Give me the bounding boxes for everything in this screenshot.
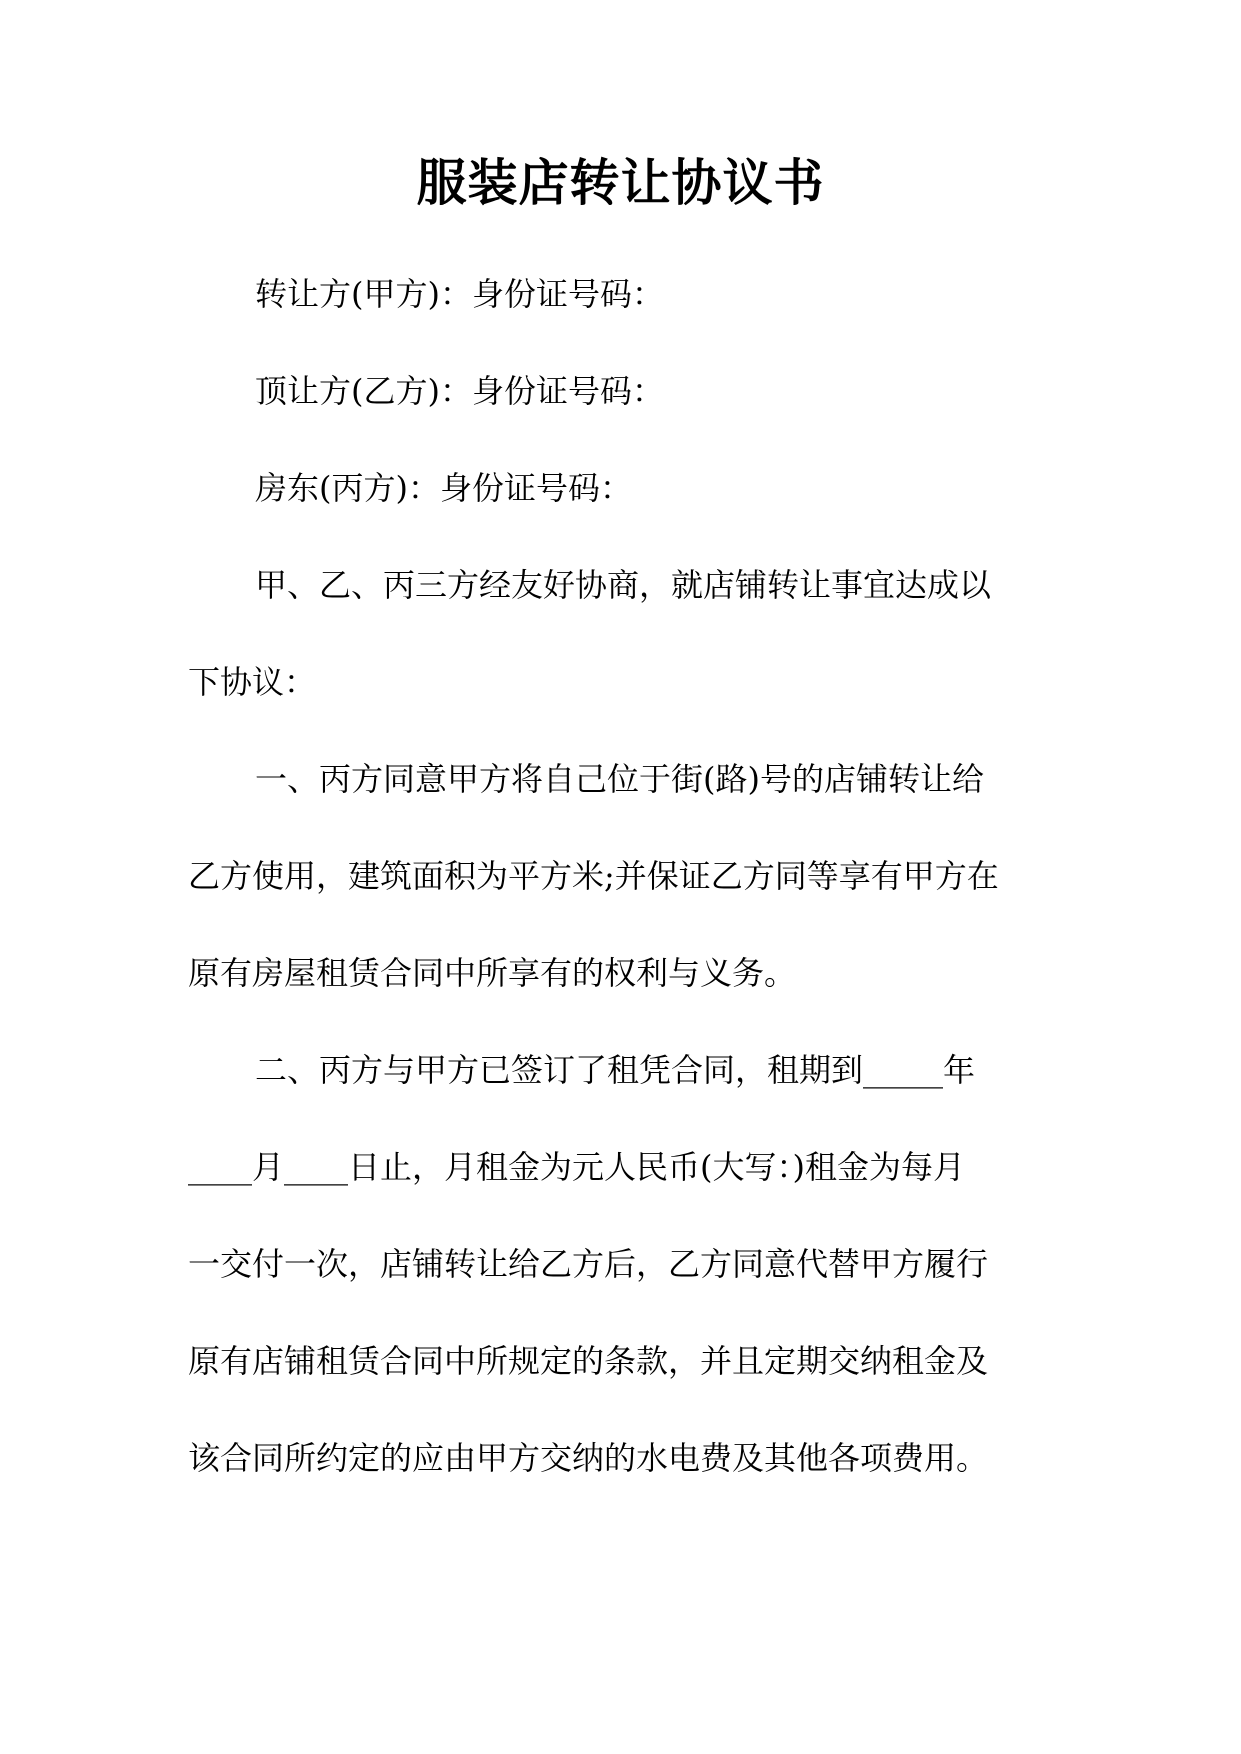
clause-2-line-1: 二、丙方与甲方已签订了租凭合同，租期到_____年 [255,1051,976,1089]
paragraph-intro-line-1: 甲、乙、丙三方经友好协商，就店铺转让事宜达成以 [255,566,992,604]
document-title: 服装店转让协议书 [416,153,825,212]
party-c-line: 房东(丙方)：身份证号码： [255,469,632,507]
clause-1-line-3: 原有房屋租赁合同中所享有的权利与义务。 [188,954,797,992]
document-body [188,246,1068,1507]
clause-2-line-5: 该合同所约定的应由甲方交纳的水电费及其他各项费用。 [188,1439,989,1477]
clause-2-line-2: ____月____日止，月租金为元人民币(大写：)租金为每月 [188,1148,965,1186]
clause-2-line-3: 一交付一次，店铺转让给乙方后，乙方同意代替甲方履行 [188,1245,989,1283]
clause-1-line-1: 一、丙方同意甲方将自己位于街(路)号的店铺转让给 [255,760,984,798]
clause-2-line-4: 原有店铺租赁合同中所规定的条款，并且定期交纳租金及 [188,1342,989,1380]
party-b-line: 顶让方(乙方)：身份证号码： [255,372,664,410]
clause-1-line-2: 乙方使用，建筑面积为平方米;并保证乙方同等享有甲方在 [188,857,999,895]
paragraph-intro-line-2: 下协议： [188,663,317,701]
party-a-line: 转让方(甲方)：身份证号码： [255,275,664,313]
